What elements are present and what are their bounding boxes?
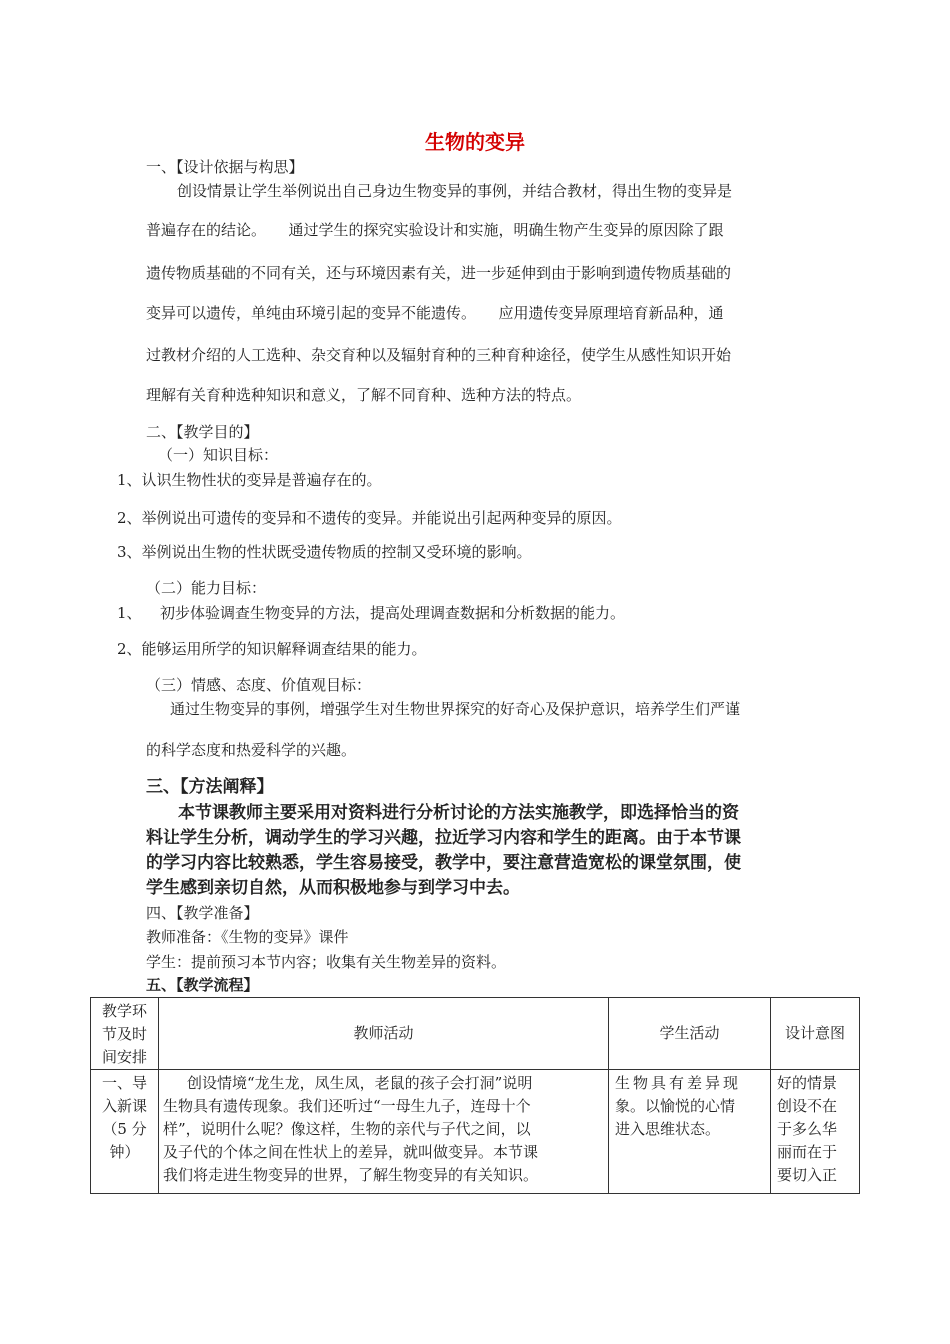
design-intent-line: 于多么华: [777, 1120, 838, 1138]
section1-line: 遗传物质基础的不同有关，还与环境因素有关，进一步延伸到由于影响到遗传物质基础的: [146, 264, 732, 282]
header-line: 间安排: [101, 1048, 147, 1066]
teacher-prep: 教师准备：《生物的变异》课件: [146, 928, 349, 946]
section1-line: 理解有关育种选种知识和意义，了解不同育种、选种方法的特点。: [146, 386, 582, 404]
teaching-flow-table: [90, 997, 860, 1194]
knowledge-goal-subheading: （一）知识目标：: [158, 446, 279, 464]
knowledge-goal-item: 2、举例说出可遗传的变异和不遗传的变异。并能说出引起两种变异的原因。: [117, 509, 622, 527]
student-prep: 学生：提前预习本节内容；收集有关生物差异的资料。: [146, 953, 507, 971]
design-intent-line: 好的情景: [777, 1074, 838, 1092]
table-header-row: [91, 998, 860, 1070]
emotion-goal-line: 的科学态度和热爱科学的兴趣。: [146, 741, 357, 759]
section5-heading: 五、【教学流程】: [146, 976, 259, 994]
teacher-activity-cell: [159, 1070, 609, 1194]
student-activity-line: 象。以愉悦的心情: [615, 1097, 736, 1115]
teacher-activity-line: 及子代的个体之间在性状上的差异，就叫做变异。本节课: [163, 1143, 539, 1161]
section1-heading: 一、【设计依据与构思】: [146, 158, 304, 176]
section1-line: 创设情景让学生举例说出自己身边生物变异的事例，并结合教材，得出生物的变异是: [177, 182, 733, 200]
header-cell-stage: [91, 998, 159, 1070]
ability-goal-subheading: （二）能力目标：: [146, 579, 267, 597]
page-title: 生物的变异: [425, 130, 525, 154]
design-intent-cell: [771, 1070, 860, 1194]
method-line: 学生感到亲切自然，从而积极地参与到学习中去。: [146, 878, 520, 898]
header-cell-intent: 设计意图: [771, 998, 860, 1070]
section1-line: 变异可以遗传，单纯由环境引起的变异不能遗传。 应用遗传变异原理培育新品种，通: [146, 304, 724, 322]
section1-line: 普遍存在的结论。 通过学生的探究实验设计和实施，明确生物产生变异的原因除了跟: [146, 221, 724, 239]
method-line: 的学习内容比较熟悉，学生容易接受，教学中，要注意营造宽松的课堂氛围，使: [146, 853, 741, 873]
teacher-activity-line: 我们将走进生物变异的世界，了解生物变异的有关知识。: [163, 1166, 539, 1184]
header-cell-teacher: 教师活动: [159, 998, 609, 1070]
header-cell-student: 学生活动: [609, 998, 771, 1070]
stage-line: 一、导: [101, 1074, 147, 1092]
header-line: 节及时: [101, 1025, 147, 1043]
student-activity-line: 进入思维状态。: [615, 1120, 721, 1138]
ability-goal-item: 2、能够运用所学的知识解释调查结果的能力。: [117, 640, 427, 658]
student-activity-line: 生物具有差异现: [615, 1074, 742, 1092]
knowledge-goal-item: 3、举例说出生物的性状既受遗传物质的控制又受环境的影响。: [117, 543, 532, 561]
teacher-activity-line: 样”，说明什么呢？像这样，生物的亲代与子代之间，以: [163, 1120, 531, 1138]
method-line: 本节课教师主要采用对资料进行分析讨论的方法实施教学，即选择恰当的资: [178, 803, 739, 823]
ability-goal-item: 初步体验调查生物变异的方法，提高处理调查数据和分析数据的能力。: [160, 604, 626, 622]
stage-line: 入新课: [101, 1097, 147, 1115]
emotion-goal-subheading: （三）情感、态度、价值观目标：: [146, 676, 372, 694]
knowledge-goal-item: 1、认识生物性状的变异是普遍存在的。: [117, 471, 382, 489]
ability-goal-number: 1、: [117, 604, 142, 622]
header-line: 教学环: [101, 1002, 147, 1020]
stage-cell: [91, 1070, 159, 1194]
stage-line: （5 分: [102, 1120, 147, 1138]
method-line: 料让学生分析，调动学生的学习兴趣，拉近学习内容和学生的距离。由于本节课: [146, 828, 741, 848]
design-intent-line: 创设不在: [777, 1097, 838, 1115]
emotion-goal-line: 通过生物变异的事例，增强学生对生物世界探究的好奇心及保护意识，培养学生们严谨: [170, 700, 741, 718]
student-activity-cell: [609, 1070, 771, 1194]
section3-heading: 三、【方法阐释】: [146, 777, 274, 797]
table-row: [91, 1070, 860, 1194]
design-intent-line: 要切入正: [777, 1166, 838, 1184]
design-intent-line: 丽而在于: [777, 1143, 838, 1161]
teacher-activity-line: 生物具有遗传现象。我们还听过“一母生九子，连母十个: [163, 1097, 531, 1115]
stage-line: 钟）: [109, 1143, 140, 1161]
section1-line: 过教材介绍的人工选种、杂交育种以及辐射育种的三种育种途径，使学生从感性知识开始: [146, 346, 732, 364]
section4-heading: 四、【教学准备】: [146, 904, 259, 922]
section2-heading: 二、【教学目的】: [146, 423, 259, 441]
teacher-activity-line: 创设情境“龙生龙，凤生凤，老鼠的孩子会打洞”说明: [187, 1074, 533, 1092]
